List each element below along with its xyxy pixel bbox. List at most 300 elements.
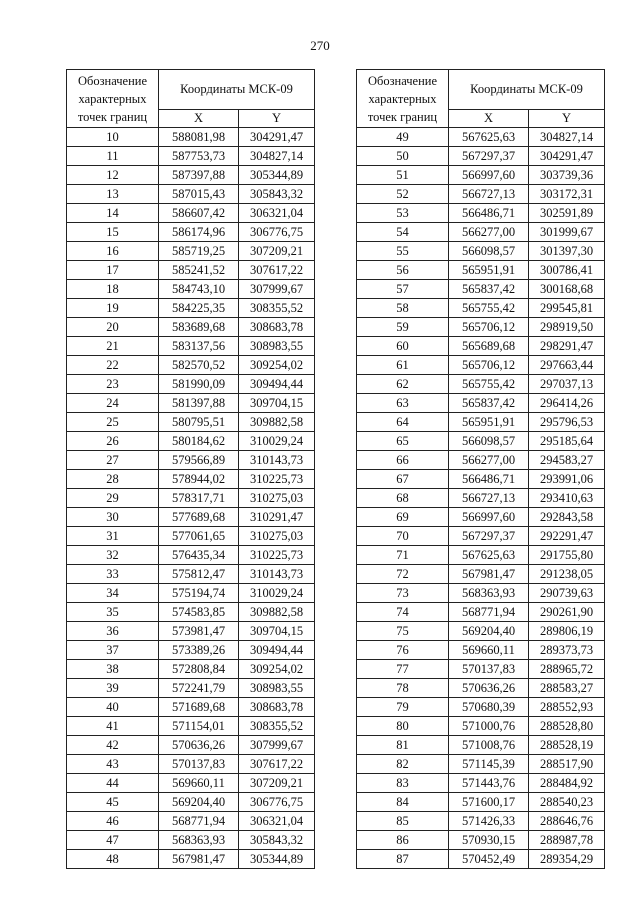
coord-y: 289806,19 <box>529 622 605 641</box>
point-number: 69 <box>357 508 449 527</box>
table-row <box>67 546 315 565</box>
table-row <box>357 204 605 223</box>
point-number: 44 <box>67 774 159 793</box>
point-number: 41 <box>67 717 159 736</box>
point-number: 17 <box>67 261 159 280</box>
table-row <box>67 850 315 869</box>
coord-x: 587015,43 <box>159 185 239 204</box>
coord-y: 288583,27 <box>529 679 605 698</box>
coord-x: 566486,71 <box>449 204 529 223</box>
coord-x: 567981,47 <box>449 565 529 584</box>
coord-x: 586174,96 <box>159 223 239 242</box>
coord-x: 570137,83 <box>159 755 239 774</box>
point-number: 62 <box>357 375 449 394</box>
coord-x: 579566,89 <box>159 451 239 470</box>
table-row <box>67 432 315 451</box>
coord-y: 288965,72 <box>529 660 605 679</box>
point-number: 23 <box>67 375 159 394</box>
table-row <box>67 527 315 546</box>
table-row <box>357 584 605 603</box>
point-number: 56 <box>357 261 449 280</box>
coordinates-body-left <box>67 128 315 869</box>
point-number: 59 <box>357 318 449 337</box>
coord-x: 568771,94 <box>159 812 239 831</box>
point-number: 39 <box>67 679 159 698</box>
coord-x: 571600,17 <box>449 793 529 812</box>
coord-x: 566727,13 <box>449 489 529 508</box>
coord-x: 586607,42 <box>159 204 239 223</box>
table-row <box>357 603 605 622</box>
table-row <box>357 812 605 831</box>
table-row <box>357 432 605 451</box>
coord-x: 570930,15 <box>449 831 529 850</box>
coord-x: 569660,11 <box>159 774 239 793</box>
table-row <box>357 185 605 204</box>
table-row <box>67 451 315 470</box>
table-row <box>67 698 315 717</box>
table-row <box>357 736 605 755</box>
coord-y: 309494,44 <box>239 375 315 394</box>
coord-x: 587753,73 <box>159 147 239 166</box>
point-number: 57 <box>357 280 449 299</box>
coord-x: 573389,26 <box>159 641 239 660</box>
coord-y: 305843,32 <box>239 831 315 850</box>
point-number: 20 <box>67 318 159 337</box>
point-number: 47 <box>67 831 159 850</box>
table-row <box>357 299 605 318</box>
coord-y: 307999,67 <box>239 280 315 299</box>
table-row <box>67 280 315 299</box>
coord-y: 307617,22 <box>239 755 315 774</box>
table-row <box>67 717 315 736</box>
coord-y: 295796,53 <box>529 413 605 432</box>
point-number: 10 <box>67 128 159 147</box>
coord-y: 297037,13 <box>529 375 605 394</box>
header-coordinates: Координаты МСК-09 <box>159 70 315 110</box>
point-number: 19 <box>67 299 159 318</box>
table-row <box>67 299 315 318</box>
point-number: 72 <box>357 565 449 584</box>
coord-x: 569660,11 <box>449 641 529 660</box>
coord-x: 566277,00 <box>449 223 529 242</box>
point-number: 73 <box>357 584 449 603</box>
coord-y: 308683,78 <box>239 318 315 337</box>
coord-x: 584225,35 <box>159 299 239 318</box>
point-number: 77 <box>357 660 449 679</box>
coord-y: 304827,14 <box>239 147 315 166</box>
point-number: 21 <box>67 337 159 356</box>
table-row <box>67 565 315 584</box>
point-number: 42 <box>67 736 159 755</box>
coord-x: 570452,49 <box>449 850 529 869</box>
coord-x: 576435,34 <box>159 546 239 565</box>
coord-y: 307209,21 <box>239 774 315 793</box>
header-point-designation: Обозначение характерных точек границ <box>357 70 449 128</box>
coord-y: 308683,78 <box>239 698 315 717</box>
point-number: 14 <box>67 204 159 223</box>
point-number: 22 <box>67 356 159 375</box>
coord-x: 572241,79 <box>159 679 239 698</box>
table-row <box>67 356 315 375</box>
point-number: 78 <box>357 679 449 698</box>
point-number: 30 <box>67 508 159 527</box>
coord-y: 309704,15 <box>239 394 315 413</box>
table-row <box>357 223 605 242</box>
coord-x: 566486,71 <box>449 470 529 489</box>
table-row <box>357 470 605 489</box>
point-number: 60 <box>357 337 449 356</box>
coord-x: 568771,94 <box>449 603 529 622</box>
coordinates-table-left <box>66 69 315 869</box>
point-number: 38 <box>67 660 159 679</box>
point-number: 70 <box>357 527 449 546</box>
coord-y: 310143,73 <box>239 565 315 584</box>
coord-y: 309704,15 <box>239 622 315 641</box>
coord-x: 578944,02 <box>159 470 239 489</box>
coord-x: 577689,68 <box>159 508 239 527</box>
coord-x: 566098,57 <box>449 432 529 451</box>
point-number: 18 <box>67 280 159 299</box>
table-row <box>67 812 315 831</box>
point-number: 66 <box>357 451 449 470</box>
point-number: 28 <box>67 470 159 489</box>
point-number: 64 <box>357 413 449 432</box>
coord-y: 310029,24 <box>239 432 315 451</box>
table-row <box>357 280 605 299</box>
point-number: 82 <box>357 755 449 774</box>
point-number: 86 <box>357 831 449 850</box>
coord-y: 290739,63 <box>529 584 605 603</box>
point-number: 35 <box>67 603 159 622</box>
table-row <box>67 622 315 641</box>
table-row <box>357 318 605 337</box>
coord-y: 304291,47 <box>239 128 315 147</box>
coord-x: 566997,60 <box>449 508 529 527</box>
table-row <box>67 337 315 356</box>
table-row <box>67 223 315 242</box>
coord-x: 575194,74 <box>159 584 239 603</box>
coord-y: 305843,32 <box>239 185 315 204</box>
coord-y: 298291,47 <box>529 337 605 356</box>
coord-x: 567297,37 <box>449 527 529 546</box>
table-row <box>357 755 605 774</box>
point-number: 24 <box>67 394 159 413</box>
point-number: 58 <box>357 299 449 318</box>
point-number: 37 <box>67 641 159 660</box>
coord-x: 567297,37 <box>449 147 529 166</box>
point-number: 15 <box>67 223 159 242</box>
point-number: 85 <box>357 812 449 831</box>
coord-y: 294583,27 <box>529 451 605 470</box>
table-row <box>67 375 315 394</box>
table-row <box>357 375 605 394</box>
point-number: 27 <box>67 451 159 470</box>
table-row <box>357 641 605 660</box>
coord-x: 567625,63 <box>449 128 529 147</box>
point-number: 63 <box>357 394 449 413</box>
coord-x: 565837,42 <box>449 394 529 413</box>
table-row <box>357 774 605 793</box>
coord-y: 290261,90 <box>529 603 605 622</box>
header-coordinates: Координаты МСК-09 <box>449 70 605 110</box>
coord-y: 308355,52 <box>239 717 315 736</box>
table-row <box>357 508 605 527</box>
point-number: 50 <box>357 147 449 166</box>
coord-x: 567625,63 <box>449 546 529 565</box>
coordinates-table-right <box>356 69 605 869</box>
coord-x: 571154,01 <box>159 717 239 736</box>
coord-x: 571000,76 <box>449 717 529 736</box>
coord-y: 301397,30 <box>529 242 605 261</box>
coord-y: 303172,31 <box>529 185 605 204</box>
coord-x: 570680,39 <box>449 698 529 717</box>
coord-y: 310291,47 <box>239 508 315 527</box>
table-row <box>67 128 315 147</box>
coord-y: 309254,02 <box>239 660 315 679</box>
coord-x: 565951,91 <box>449 413 529 432</box>
coord-x: 565706,12 <box>449 318 529 337</box>
coord-x: 565755,42 <box>449 299 529 318</box>
table-row <box>67 508 315 527</box>
coord-y: 310275,03 <box>239 527 315 546</box>
coord-y: 288987,78 <box>529 831 605 850</box>
coord-y: 306321,04 <box>239 812 315 831</box>
table-row <box>67 204 315 223</box>
coord-x: 575812,47 <box>159 565 239 584</box>
point-number: 33 <box>67 565 159 584</box>
table-row <box>357 413 605 432</box>
table-row <box>67 185 315 204</box>
coord-x: 571145,39 <box>449 755 529 774</box>
coord-x: 570137,83 <box>449 660 529 679</box>
table-row <box>67 166 315 185</box>
point-number: 11 <box>67 147 159 166</box>
coordinates-body-right <box>357 128 605 869</box>
table-row <box>67 489 315 508</box>
table-row <box>67 603 315 622</box>
coord-y: 305344,89 <box>239 850 315 869</box>
point-number: 80 <box>357 717 449 736</box>
coord-y: 288552,93 <box>529 698 605 717</box>
coord-y: 288528,19 <box>529 736 605 755</box>
point-number: 36 <box>67 622 159 641</box>
coord-x: 577061,65 <box>159 527 239 546</box>
coord-y: 288517,90 <box>529 755 605 774</box>
point-number: 61 <box>357 356 449 375</box>
coord-y: 288540,23 <box>529 793 605 812</box>
coord-y: 298919,50 <box>529 318 605 337</box>
coord-x: 570636,26 <box>449 679 529 698</box>
table-row <box>357 261 605 280</box>
table-row <box>357 679 605 698</box>
point-number: 79 <box>357 698 449 717</box>
point-number: 26 <box>67 432 159 451</box>
table-row <box>67 793 315 812</box>
coord-y: 306321,04 <box>239 204 315 223</box>
coord-x: 571426,33 <box>449 812 529 831</box>
coord-y: 303739,36 <box>529 166 605 185</box>
point-number: 12 <box>67 166 159 185</box>
coord-y: 301999,67 <box>529 223 605 242</box>
coord-y: 304291,47 <box>529 147 605 166</box>
coord-x: 581397,88 <box>159 394 239 413</box>
point-number: 43 <box>67 755 159 774</box>
point-number: 75 <box>357 622 449 641</box>
coord-x: 565837,42 <box>449 280 529 299</box>
coord-y: 308983,55 <box>239 679 315 698</box>
table-row <box>67 755 315 774</box>
coord-x: 580184,62 <box>159 432 239 451</box>
table-row <box>357 356 605 375</box>
coord-y: 309494,44 <box>239 641 315 660</box>
table-row <box>67 261 315 280</box>
table-row <box>67 774 315 793</box>
table-row <box>357 128 605 147</box>
coord-x: 585719,25 <box>159 242 239 261</box>
coord-x: 569204,40 <box>159 793 239 812</box>
coord-y: 310143,73 <box>239 451 315 470</box>
coord-x: 570636,26 <box>159 736 239 755</box>
coord-x: 580795,51 <box>159 413 239 432</box>
point-number: 87 <box>357 850 449 869</box>
table-row <box>67 679 315 698</box>
point-number: 65 <box>357 432 449 451</box>
coord-y: 308983,55 <box>239 337 315 356</box>
table-row <box>357 565 605 584</box>
coord-y: 293410,63 <box>529 489 605 508</box>
coord-x: 569204,40 <box>449 622 529 641</box>
coord-x: 566277,00 <box>449 451 529 470</box>
coord-x: 572808,84 <box>159 660 239 679</box>
coord-y: 310225,73 <box>239 470 315 489</box>
coord-y: 297663,44 <box>529 356 605 375</box>
point-number: 16 <box>67 242 159 261</box>
table-row <box>357 489 605 508</box>
point-number: 74 <box>357 603 449 622</box>
point-number: 53 <box>357 204 449 223</box>
coord-y: 304827,14 <box>529 128 605 147</box>
point-number: 76 <box>357 641 449 660</box>
table-row <box>357 394 605 413</box>
coord-y: 288528,80 <box>529 717 605 736</box>
coord-y: 300786,41 <box>529 261 605 280</box>
table-row <box>357 660 605 679</box>
coord-y: 295185,64 <box>529 432 605 451</box>
coord-x: 573981,47 <box>159 622 239 641</box>
coord-x: 565755,42 <box>449 375 529 394</box>
coord-y: 299545,81 <box>529 299 605 318</box>
table-row <box>357 850 605 869</box>
header-x: X <box>449 109 529 127</box>
coord-y: 306776,75 <box>239 223 315 242</box>
coord-y: 305344,89 <box>239 166 315 185</box>
page-number: 270 <box>310 38 330 53</box>
coord-y: 309882,58 <box>239 603 315 622</box>
point-number: 32 <box>67 546 159 565</box>
coord-x: 568363,93 <box>159 831 239 850</box>
coord-y: 310275,03 <box>239 489 315 508</box>
table-row <box>357 147 605 166</box>
coord-x: 571443,76 <box>449 774 529 793</box>
coord-y: 310225,73 <box>239 546 315 565</box>
table-row <box>67 831 315 850</box>
coord-y: 292843,58 <box>529 508 605 527</box>
point-number: 49 <box>357 128 449 147</box>
coord-x: 571008,76 <box>449 736 529 755</box>
coord-x: 568363,93 <box>449 584 529 603</box>
coord-y: 306776,75 <box>239 793 315 812</box>
table-row <box>357 527 605 546</box>
coord-x: 581990,09 <box>159 375 239 394</box>
coord-x: 565706,12 <box>449 356 529 375</box>
coord-y: 300168,68 <box>529 280 605 299</box>
point-number: 31 <box>67 527 159 546</box>
table-row <box>357 451 605 470</box>
point-number: 84 <box>357 793 449 812</box>
coord-y: 308355,52 <box>239 299 315 318</box>
coord-y: 309882,58 <box>239 413 315 432</box>
coord-x: 565689,68 <box>449 337 529 356</box>
point-number: 29 <box>67 489 159 508</box>
table-row <box>357 831 605 850</box>
coord-y: 307999,67 <box>239 736 315 755</box>
coord-x: 582570,52 <box>159 356 239 375</box>
coord-y: 310029,24 <box>239 584 315 603</box>
coord-x: 574583,85 <box>159 603 239 622</box>
coord-x: 566098,57 <box>449 242 529 261</box>
coord-x: 571689,68 <box>159 698 239 717</box>
point-number: 83 <box>357 774 449 793</box>
table-row <box>67 660 315 679</box>
header-x: X <box>159 109 239 127</box>
table-row <box>67 584 315 603</box>
coord-y: 289354,29 <box>529 850 605 869</box>
point-number: 13 <box>67 185 159 204</box>
point-number: 71 <box>357 546 449 565</box>
table-row <box>357 698 605 717</box>
point-number: 52 <box>357 185 449 204</box>
table-row <box>357 337 605 356</box>
table-row <box>67 318 315 337</box>
table-row <box>67 641 315 660</box>
coord-x: 587397,88 <box>159 166 239 185</box>
coord-x: 583137,56 <box>159 337 239 356</box>
table-row <box>357 622 605 641</box>
point-number: 46 <box>67 812 159 831</box>
coord-y: 309254,02 <box>239 356 315 375</box>
table-row <box>357 546 605 565</box>
coord-y: 307617,22 <box>239 261 315 280</box>
point-number: 68 <box>357 489 449 508</box>
coord-y: 302591,89 <box>529 204 605 223</box>
coord-x: 583689,68 <box>159 318 239 337</box>
table-row <box>357 717 605 736</box>
point-number: 45 <box>67 793 159 812</box>
table-row <box>67 242 315 261</box>
table-row <box>67 147 315 166</box>
point-number: 48 <box>67 850 159 869</box>
point-number: 67 <box>357 470 449 489</box>
table-row <box>67 736 315 755</box>
point-number: 25 <box>67 413 159 432</box>
coord-y: 292291,47 <box>529 527 605 546</box>
coord-y: 291755,80 <box>529 546 605 565</box>
table-row <box>357 242 605 261</box>
header-y: Y <box>529 109 605 127</box>
coord-x: 567981,47 <box>159 850 239 869</box>
coord-y: 296414,26 <box>529 394 605 413</box>
coord-x: 566997,60 <box>449 166 529 185</box>
